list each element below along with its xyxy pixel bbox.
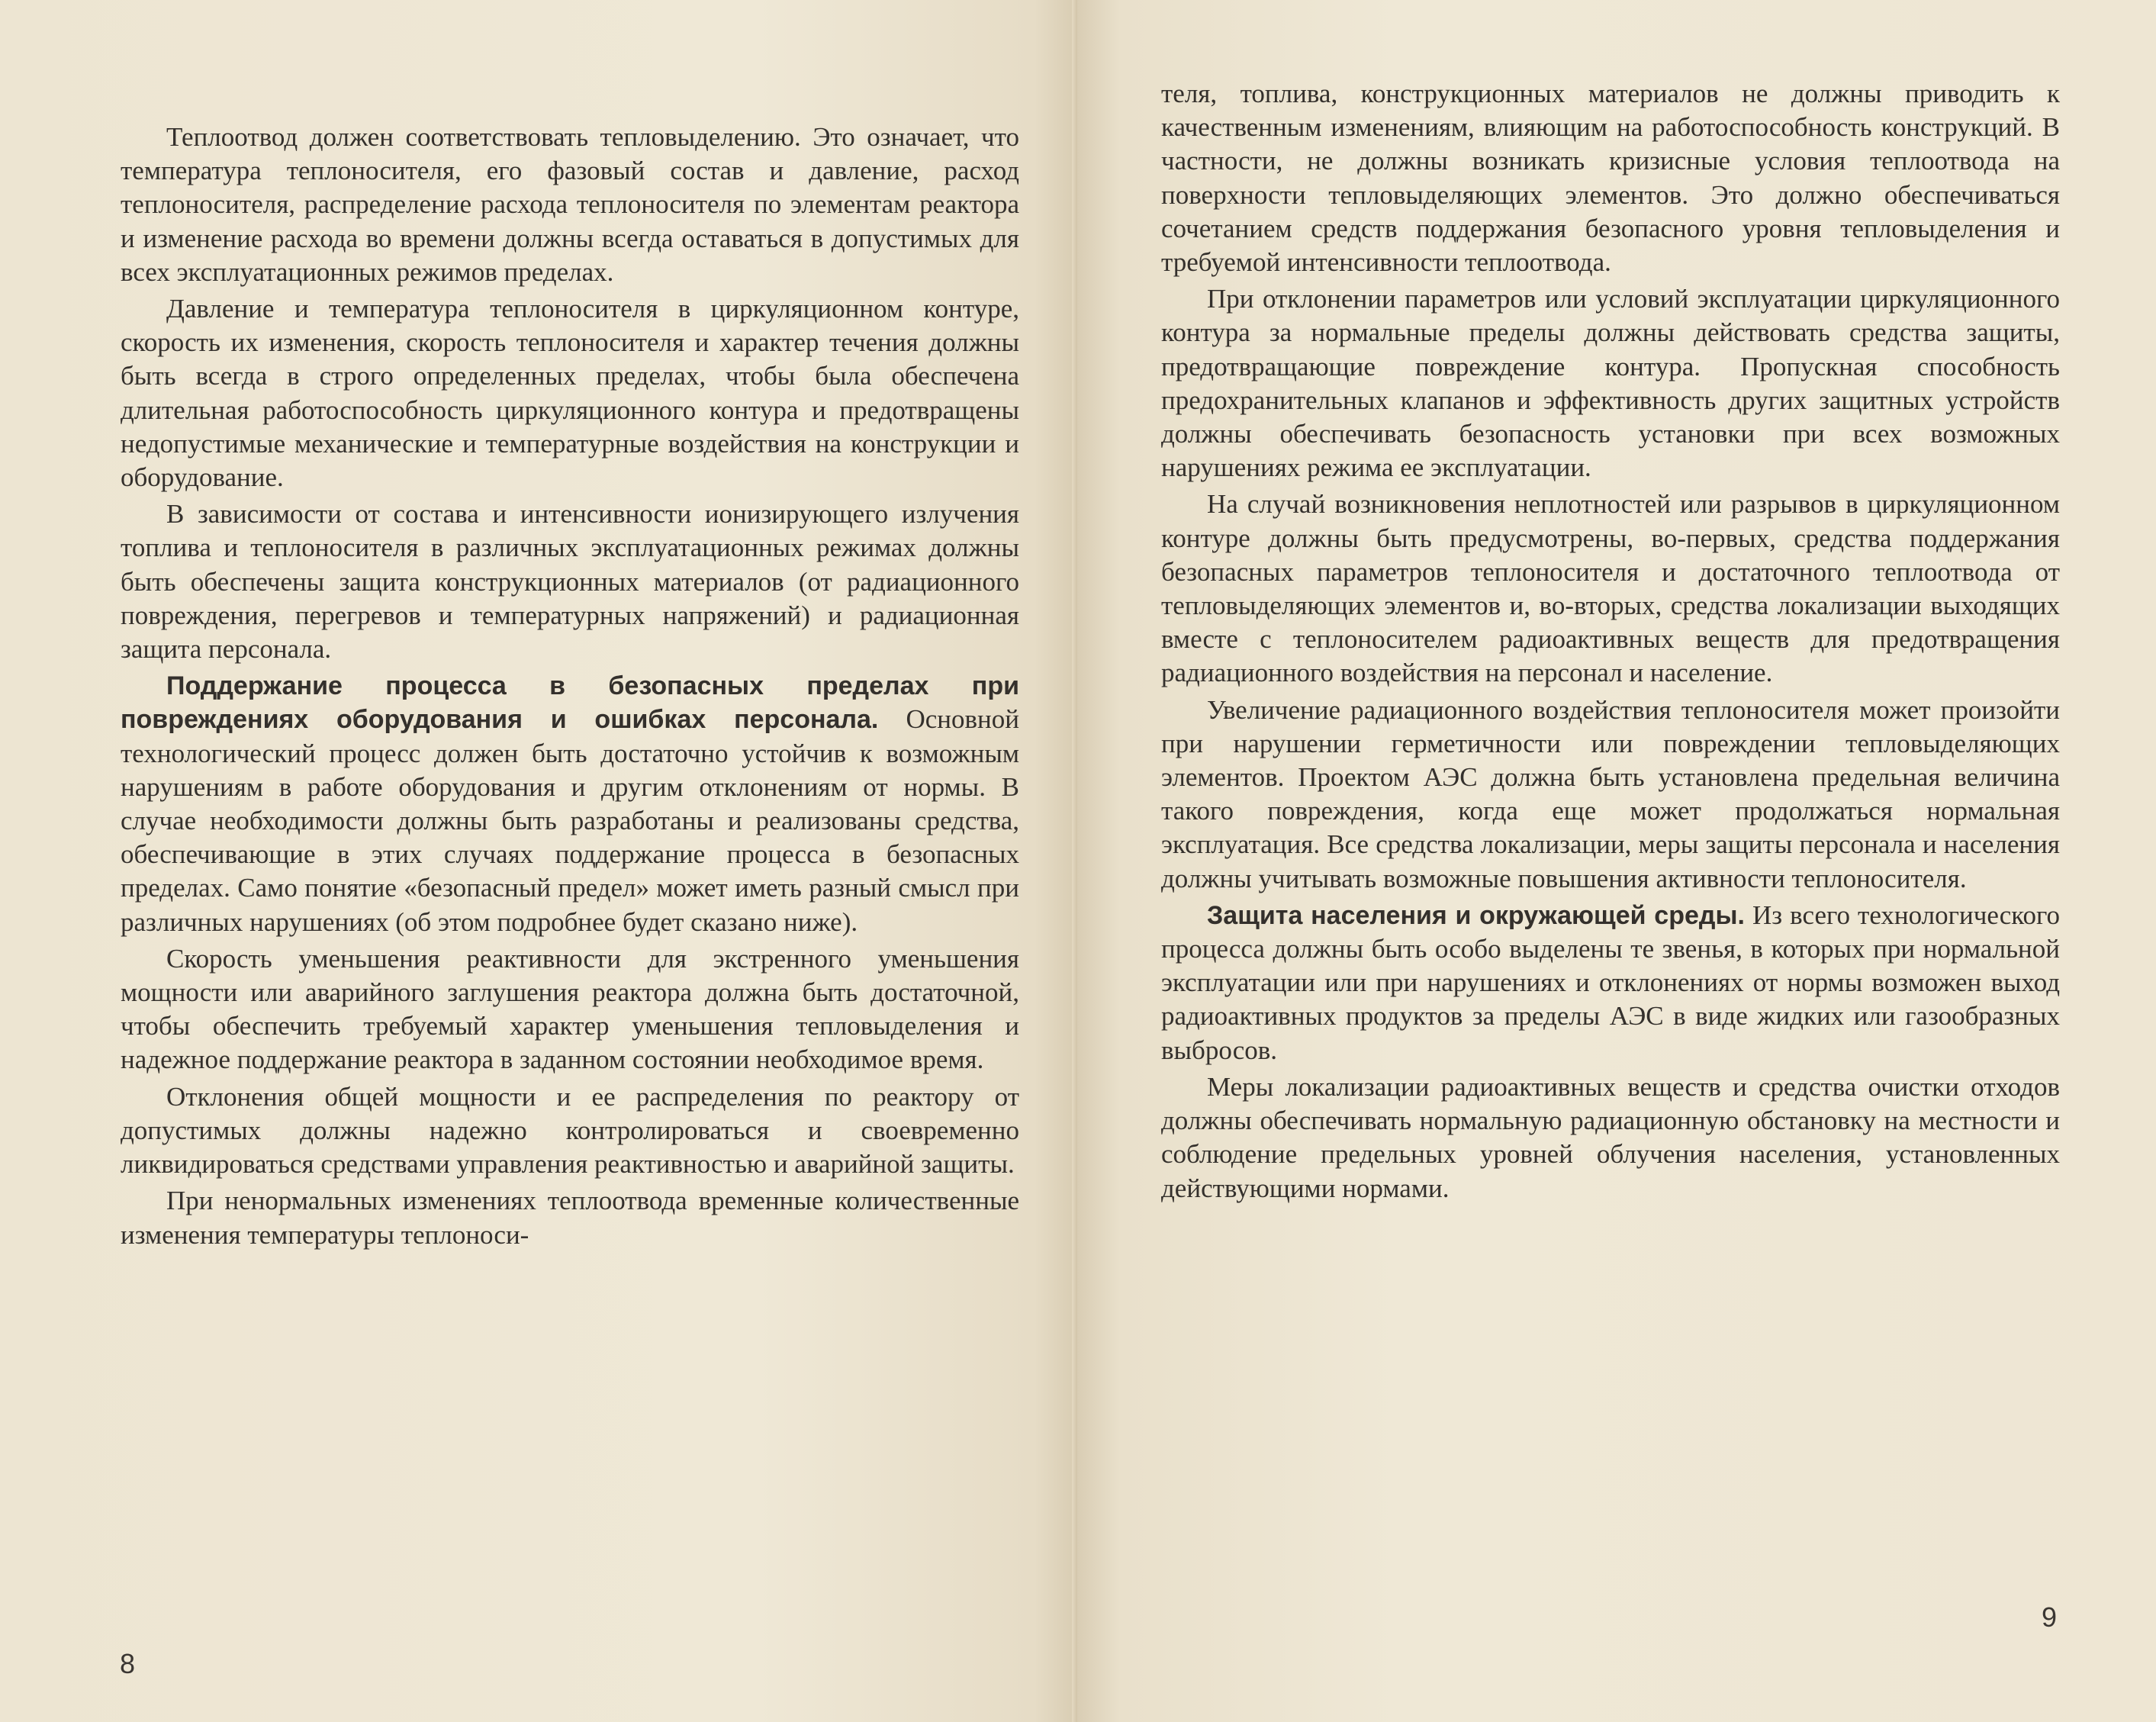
paragraph: При отклонении параметров или условий эксплуатации циркуляционного контура за нормальные пределы должны действовать средства защиты, предотвращающие повреждение контура. Пропускная способность предохранительных клапанов и эффективность других защитных устройств должны обеспечивать безопасность установки при всех возможных нарушениях режима ее эксплуатации. [1161, 284, 2060, 483]
paragraph: Давление и температура теплоносителя в циркуляционном контуре, скорость их изменения, скорость теплоносителя и характер течения должны быть всегда в строго определенных пределах, чтобы была обеспечена длительная работоспособность циркуляционного контура и предотвращены недопустимые механические и температурные воздействия на конструкции и оборудование. [121, 294, 1019, 493]
left-page-text [121, 121, 1019, 1255]
page-number-right: 9 [2042, 1601, 2058, 1633]
paragraph [1161, 899, 2060, 1067]
paragraph: В зависимости от состава и интенсивности ионизирующего излучения топлива и теплоносителя в различных эксплуатационных режимах должны быть обеспечены защита конструкционных материалов (от радиационного повреждения, перегревов и температурных напряжений) и радиационная защита персонала. [121, 499, 1019, 665]
paragraph: При ненормальных изменениях теплоотвода временные количественные изменения температуры теплоноси- [121, 1186, 1019, 1250]
right-page-text [1161, 77, 2060, 1209]
left-page [0, 0, 1077, 1722]
section-heading: Защита населения и окружающей среды. [1207, 900, 1745, 930]
paragraph: Теплоотвод должен соответствовать тепловыделению. Это означает, что температура теплоносителя, его фазовый состав и давление, расход теплоносителя, распределение расхода теплоносителя по элементам реактора и изменение расхода во времени должны всегда оставаться в допустимых для всех эксплуатационных режимов пределах. [121, 122, 1019, 287]
paragraph: Скорость уменьшения реактивности для экстренного уменьшения мощности или аварийного заглушения реактора должна быть достаточной, чтобы обеспечить требуемый характер уменьшения тепловыделения и надежное поддержание реактора в заданном состоянии необходимое время. [121, 943, 1019, 1075]
paragraph: Отклонения общей мощности и ее распределения по реактору от допустимых должны надежно контролироваться и своевременно ликвидироваться средствами управления реактивностью и аварийной защиты. [121, 1081, 1019, 1180]
paragraph [121, 669, 1019, 939]
page-number-left: 8 [120, 1648, 136, 1679]
section-heading: Поддержание процесса в безопасных пределах при повреждениях оборудования и ошибках персонала. [121, 671, 1019, 735]
paragraph-body: Из всего технологического процесса должны быть особо выделены те звенья, в которых при нормальной эксплуатации или при нарушениях и отклонениях от нормы возможен выход радиоактивных продуктов за пределы АЭС в виде жидких или газообразных выбросов. [1161, 900, 2060, 1065]
paragraph-body: Основной технологический процесс должен быть достаточно устойчив к возможным нарушениям в работе оборудования и другим отклонениям от нормы. В случае необходимости должны быть разработаны и реализованы средства, обеспечивающие в этих случаях поддержание процесса в безопасных пределах. Само понятие «безопасный предел» может иметь разный смысл при различных нарушениях (об этом подробнее будет сказано ниже). [121, 704, 1020, 937]
paragraph: теля, топлива, конструкционных материалов не должны приводить к качественным изменениям, влияющим на работоспособность конструкций. В частности, не должны возникать кризисные условия теплоотвода на поверхности тепловыделяющих элементов. Это должно обеспечиваться сочетанием средств поддержания безопасного уровня тепловыделения и требуемой интенсивности теплоотвода. [1161, 79, 2060, 278]
paragraph: Увеличение радиационного воздействия теплоносителя может произойти при нарушении герметичности или повреждении тепловыделяющих элементов. Проектом АЭС должна быть установлена предельная величина такого повреждения, когда еще может продолжаться нормальная эксплуатация. Все средства локализации, меры защиты персонала и населения должны учитывать возможные повышения активности теплоносителя. [1161, 694, 2060, 893]
paragraph: Меры локализации радиоактивных веществ и средства очистки отходов должны обеспечивать нормальную радиационную обстановку на местности и соблюдение предельных уровней облучения населения, установленных действующими нормами. [1161, 1071, 2060, 1203]
paragraph: На случай возникновения неплотностей или разрывов в циркуляционном контуре должны быть предусмотрены, во-первых, средства поддержания безопасных параметров теплоносителя и достаточного теплоотвода от тепловыделяющих элементов и, во-вторых, средства локализации выходящих вместе с теплоносителем радиоактивных веществ для предотвращения радиационного воздействия на персонал и население. [1161, 489, 2060, 688]
